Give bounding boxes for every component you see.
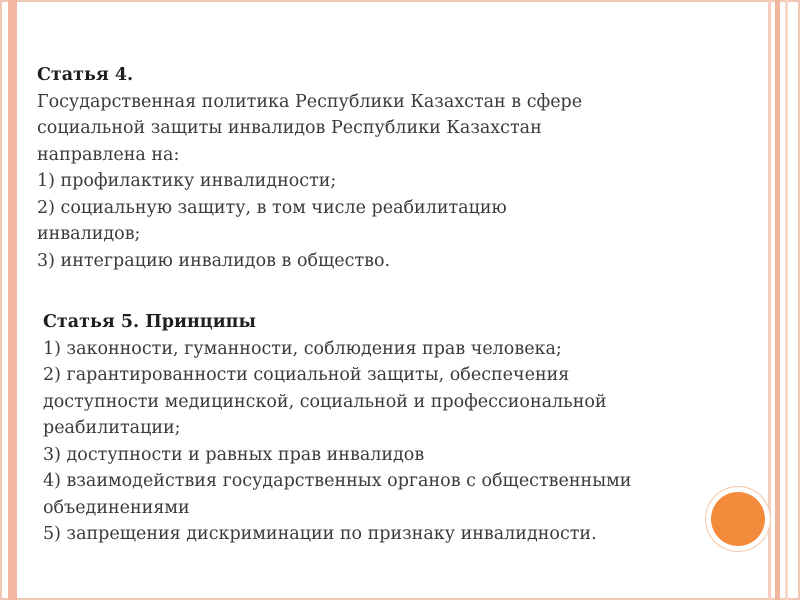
article-4-heading: Статья 4. (37, 65, 134, 85)
article-5-line: доступности медицинской, социальной и профессиональной (43, 391, 607, 412)
article-5-line: реабилитации; (43, 418, 181, 438)
article-4-line: инвалидов; (37, 224, 141, 244)
article-4-line: направлена на: (37, 144, 180, 165)
article-4-line: социальной защиты инвалидов Республики Казахстан (37, 118, 542, 138)
article-5-line: объединениями (43, 497, 190, 518)
article-5-line: 1) законности, гуманности, соблюдения прав человека; (43, 338, 562, 359)
article-5-line: 2) гарантированности социальной защиты, обеспечения (43, 365, 570, 385)
right-decor-bar (775, 0, 780, 600)
article-4-block (37, 62, 727, 274)
article-5-line: 4) взаимодействия государственных органов с общественными (43, 471, 632, 491)
article-4-line: 1) профилактику инвалидности; (37, 171, 337, 191)
article-5-block (43, 309, 733, 548)
article-5-line: 3) доступности и равных прав инвалидов (43, 444, 425, 465)
right-decor-bar (768, 0, 771, 600)
left-decor-bar (8, 0, 17, 600)
article-4-line: Государственная политика Республики Казахстан в сфере (37, 91, 583, 112)
article-5-heading: Статья 5. Принципы (43, 312, 257, 332)
right-decor-bar (785, 0, 788, 600)
article-5-line: 5) запрещения дискриминации по признаку инвалидности. (43, 524, 597, 544)
article-4-line: 2) социальную защиту, в том числе реабилитацию (37, 197, 507, 218)
article-4-line: 3) интеграцию инвалидов в общество. (37, 250, 391, 271)
